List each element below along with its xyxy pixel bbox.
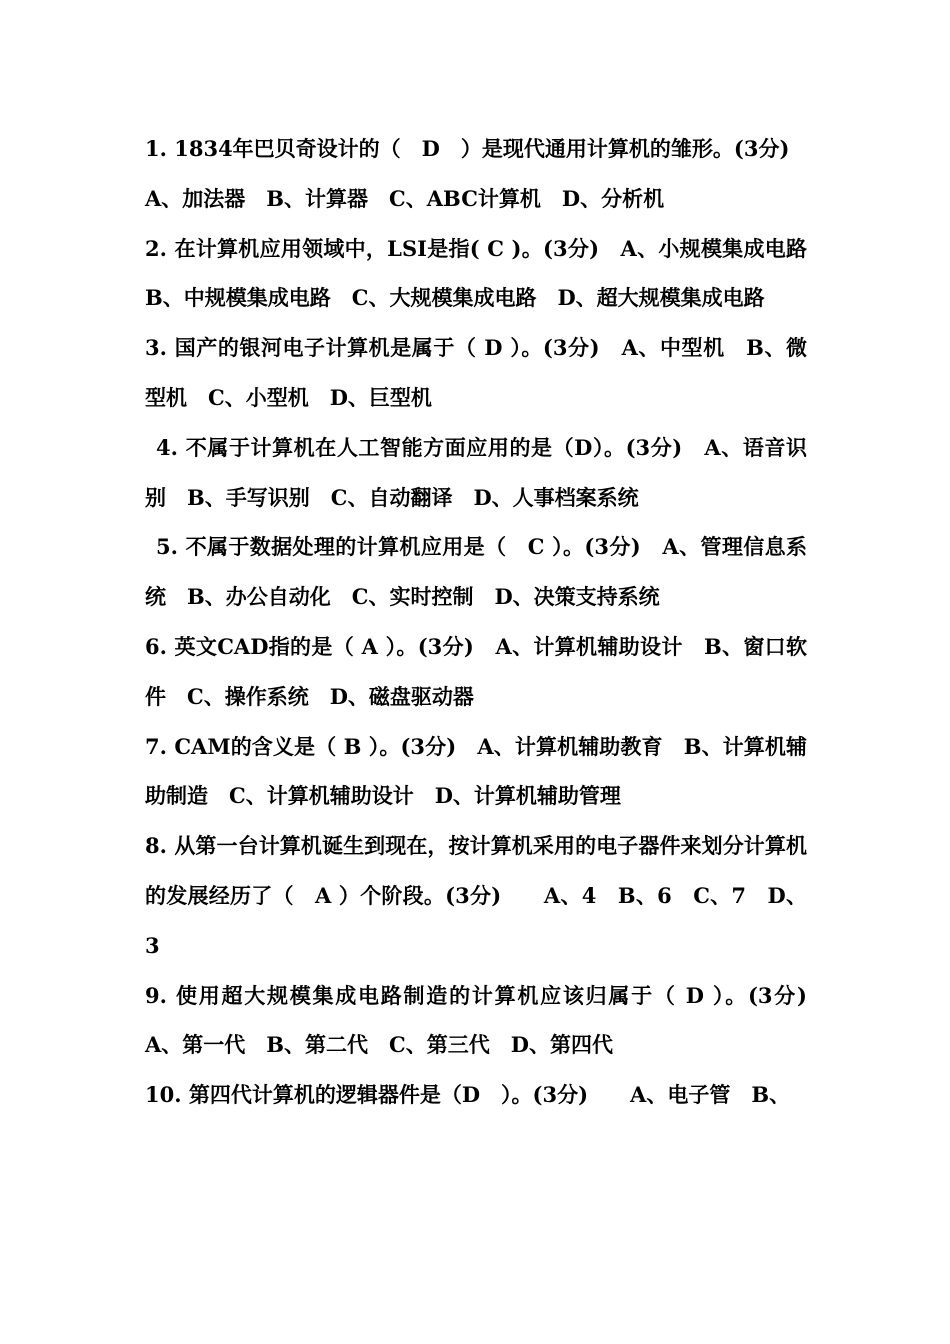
question-list <box>145 124 828 1120</box>
question-3: 3. 国产的银河电子计算机是属于（ D ）。(3分) A、中型机 B、微型机 C、小型机 D、巨型机 <box>145 335 807 410</box>
question-8: 8. 从第一台计算机诞生到现在，按计算机采用的电子器件来划分计算机的发展经历了（ A ）个阶段。(3分) A、4 B、6 C、7 D、3 <box>145 833 807 958</box>
question-1-options: A、加法器 B、计算器 C、ABC计算机 D、分析机 <box>145 185 665 211</box>
question-4: 4. 不属于计算机在人工智能方面应用的是（D）。(3分) A、语音识别 B、手写识别 C、自动翻译 D、人事档案系统 <box>145 434 807 510</box>
question-6: 6. 英文CAD指的是（ A ）。(3分) A、计算机辅助设计 B、窗口软件 C、操作系统 D、磁盘驱动器 <box>145 633 807 709</box>
question-10: 10. 第四代计算机的逻辑器件是（D ）。(3分) A、电子管 B、 <box>145 1082 791 1108</box>
question-5: 5. 不属于数据处理的计算机应用是（ C ）。(3分) A、管理信息系统 B、办公自动化 C、实时控制 D、决策支持系统 <box>145 534 807 610</box>
question-7: 7. CAM的含义是（ B ）。(3分) A、计算机辅助教育 B、计算机辅助制造 C、计算机辅助设计 D、计算机辅助管理 <box>145 733 807 809</box>
question-9: 9. 使用超大规模集成电路制造的计算机应该归属于（ D ）。(3分) A、第一代 B、第二代 C、第三代 D、第四代 <box>145 982 828 1058</box>
question-2: 2. 在计算机应用领域中，LSI是指( C )。(3分) A、小规模集成电路 B、中规模集成电路 C、大规模集成电路 D、超大规模集成电路 <box>145 235 828 311</box>
question-1: 1. 1834年巴贝奇设计的（ D ）是现代通用计算机的雏形。(3分) <box>145 136 790 161</box>
